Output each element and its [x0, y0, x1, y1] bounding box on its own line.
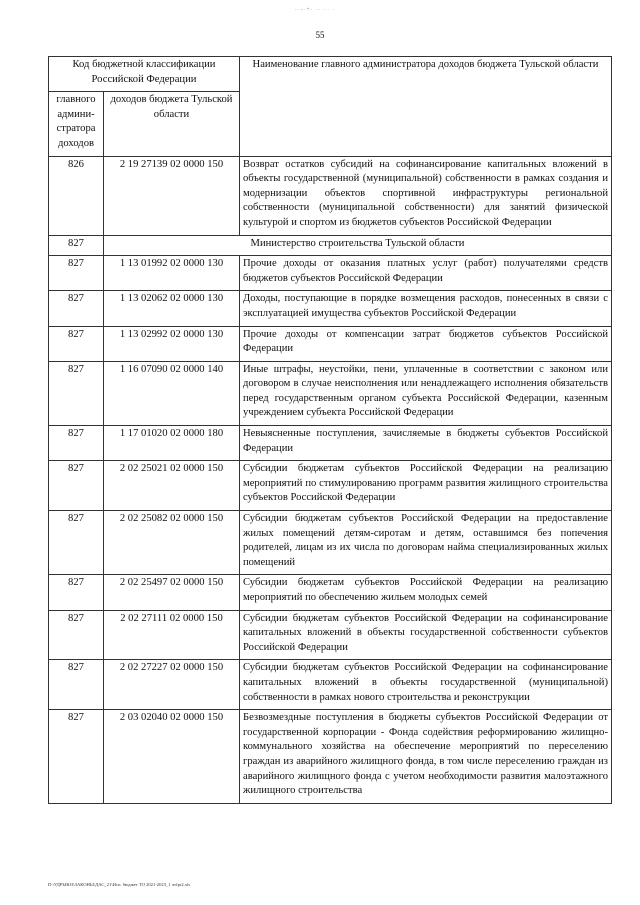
income-name: Доходы, поступающие в порядке возмещения расходов, понесенных в связи с эксплуатацией имущества субъектов Российской Федерации	[240, 291, 612, 326]
scan-stamp: -·~·*- ·- ··· ·	[295, 8, 336, 13]
table-row	[49, 326, 612, 361]
income-code: 1 13 02992 02 0000 130	[104, 326, 240, 361]
income-name: Субсидии бюджетам субъектов Российской Федерации на софинансирование капитальных вложений в объекты государственной (муниципальной) собственности в рамках нового строительства и реконструкции	[240, 660, 612, 710]
table-row	[49, 291, 612, 326]
income-name: Субсидии бюджетам субъектов Российской Федерации на реализацию мероприятий по обеспечению жильем молодых семей	[240, 575, 612, 610]
admin-code: 827	[49, 710, 104, 804]
admin-code: 827	[49, 461, 104, 511]
admin-code: 827	[49, 610, 104, 660]
header-admin-column: главного админи-стратора доходов	[49, 92, 104, 156]
ministry-name: Министерство строительства Тульской области	[104, 235, 612, 256]
file-path-footer: D:\УДРЫЮЗ\ЗАКОНЫ\ДАС_21\Исп. бюджет ТО 2021-2023_1 чтfpr2.xls	[48, 882, 191, 887]
income-code: 1 13 01992 02 0000 130	[104, 256, 240, 291]
income-name: Безвозмездные поступления в бюджеты субъектов Российской Федерации от государственной корпорации - Фонда содействия реформированию жилищно-коммунального хозяйства на обеспечение мероприятий по переселению граждан из аварийного жилищного фонда, в том числе переселению граждан из аварийного жилищного фонда с учетом необходимости развития малоэтажного жилищного строительства	[240, 710, 612, 804]
table-row	[49, 461, 612, 511]
table-row	[49, 660, 612, 710]
table-row	[49, 610, 612, 660]
admin-code: 827	[49, 256, 104, 291]
income-code: 2 02 25497 02 0000 150	[104, 575, 240, 610]
income-code: 2 03 02040 02 0000 150	[104, 710, 240, 804]
income-name: Прочие доходы от компенсации затрат бюджетов субъектов Российской Федерации	[240, 326, 612, 361]
income-code: 2 02 27111 02 0000 150	[104, 610, 240, 660]
income-name: Прочие доходы от оказания платных услуг (работ) получателями средств бюджетов субъектов Российской Федерации	[240, 256, 612, 291]
admin-code: 827	[49, 426, 104, 461]
admin-code: 826	[49, 156, 104, 235]
ministry-row	[49, 235, 612, 256]
income-name: Субсидии бюджетам субъектов Российской Федерации на реализацию мероприятий по стимулированию программ развития жилищного строительства субъектов Российской Федерации	[240, 461, 612, 511]
admin-code: 827	[49, 660, 104, 710]
table-row	[49, 361, 612, 425]
table-row	[49, 156, 612, 235]
header-income-column: доходов бюджета Тульской области	[104, 92, 240, 156]
table-row	[49, 511, 612, 575]
table-row	[49, 256, 612, 291]
table-row	[49, 710, 612, 804]
income-name: Субсидии бюджетам субъектов Российской Федерации на софинансирование капитальных вложений в объекты государственной собственности субъектов Российской Федерации	[240, 610, 612, 660]
table-header-row	[49, 57, 612, 92]
budget-classification-table	[48, 56, 612, 804]
header-name-column: Наименование главного администратора доходов бюджета Тульской области	[240, 57, 612, 157]
admin-code: 827	[49, 291, 104, 326]
income-code: 2 19 27139 02 0000 150	[104, 156, 240, 235]
page-number: 55	[315, 30, 325, 40]
income-code: 2 02 25021 02 0000 150	[104, 461, 240, 511]
header-code-group: Код бюджетной классификации Российской Федерации	[49, 57, 240, 92]
table-row	[49, 575, 612, 610]
income-name: Возврат остатков субсидий на софинансирование капитальных вложений в объекты государственной (муниципальной) собственности в рамках создания и модернизации объектов спортивной инфраструктуры региональной собственности (муниципальной собственности) для занятий физической культурой и спортом из бюджетов субъектов Российской Федерации	[240, 156, 612, 235]
admin-code: 827	[49, 575, 104, 610]
table-row	[49, 426, 612, 461]
income-code: 2 02 25082 02 0000 150	[104, 511, 240, 575]
income-code: 1 16 07090 02 0000 140	[104, 361, 240, 425]
income-name: Иные штрафы, неустойки, пени, уплаченные в соответствии с законом или договором в случае неисполнения или ненадлежащего исполнения обязательств перед государственным органом субъекта Российской Федерации, казенным учреждением субъекта Российской Федерации	[240, 361, 612, 425]
admin-code: 827	[49, 235, 104, 256]
admin-code: 827	[49, 326, 104, 361]
income-name: Субсидии бюджетам субъектов Российской Федерации на предоставление жилых помещений детям-сиротам и детям, оставшимся без попечения родителей, лицам из их числа по договорам найма специализированных жилых помещений	[240, 511, 612, 575]
income-code: 1 17 01020 02 0000 180	[104, 426, 240, 461]
income-name: Невыясненные поступления, зачисляемые в бюджеты субъектов Российской Федерации	[240, 426, 612, 461]
income-code: 1 13 02062 02 0000 130	[104, 291, 240, 326]
admin-code: 827	[49, 511, 104, 575]
income-code: 2 02 27227 02 0000 150	[104, 660, 240, 710]
admin-code: 827	[49, 361, 104, 425]
